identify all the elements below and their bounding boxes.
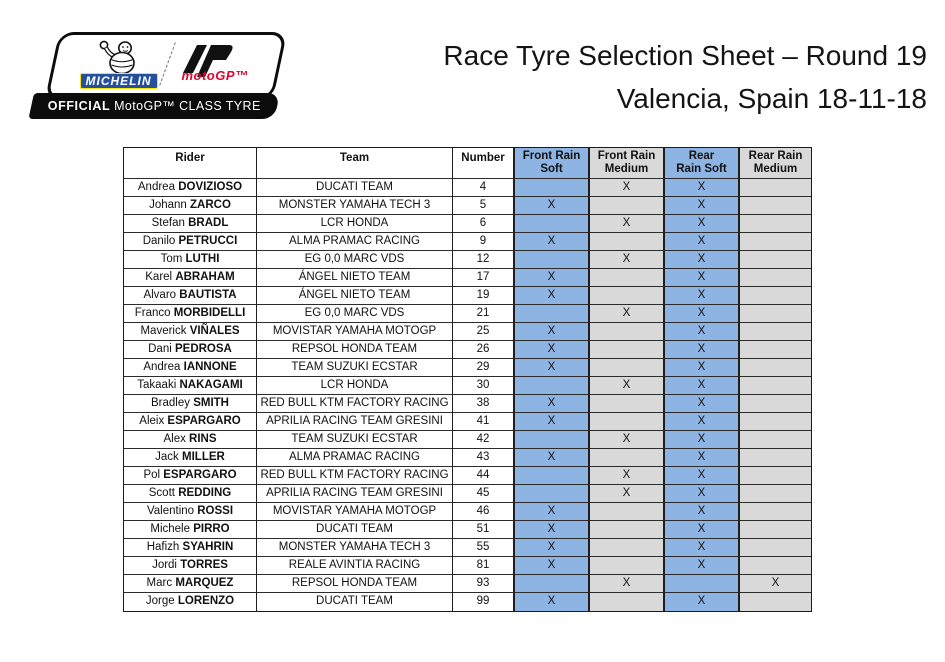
number-cell: 4 [453,179,514,197]
rider-first-name: Michele [150,523,190,535]
front-rain-medium-cell: X [589,305,664,323]
rider-first-name: Pol [143,469,161,481]
number-cell: 93 [453,575,514,593]
number-cell: 43 [453,449,514,467]
front-rain-soft-cell: X [514,503,589,521]
front-rain-soft-cell [514,431,589,449]
rider-cell [124,503,257,521]
rear-rain-soft-cell: X [664,413,739,431]
front-rain-soft-cell [514,377,589,395]
front-rain-medium-cell [589,593,664,611]
table-row [124,179,811,197]
rear-rain-medium-cell: X [739,575,811,593]
team-cell: TEAM SUZUKI ECSTAR [257,359,453,377]
front-rain-soft-cell: X [514,287,589,305]
front-rain-medium-cell: X [589,485,664,503]
rider-last-name: MORBIDELLI [173,307,246,319]
rear-rain-soft-cell: X [664,521,739,539]
rider-first-name: Dani [148,343,172,355]
rear-rain-medium-cell [739,467,811,485]
rider-last-name: REDDING [178,487,232,499]
table-row [124,413,811,431]
team-cell: MOVISTAR YAMAHA MOTOGP [257,323,453,341]
rider-first-name: Johann [149,199,187,211]
rider-last-name: SYAHRIN [182,541,234,553]
rider-last-name: LORENZO [177,595,235,607]
table-row [124,485,811,503]
rider-cell [124,197,257,215]
rear-rain-medium-cell [739,197,811,215]
rider-last-name: PIRRO [193,523,230,535]
team-cell: MONSTER YAMAHA TECH 3 [257,539,453,557]
logo-tagline: OFFICIAL MotoGP™ CLASS TYRE [47,99,261,113]
front-rain-soft-cell [514,215,589,233]
rear-rain-soft-cell: X [664,395,739,413]
logo-tagline-band [28,93,280,119]
team-cell: RED BULL KTM FACTORY RACING [257,395,453,413]
rear-rain-soft-cell: X [664,305,739,323]
front-rain-medium-cell: X [589,575,664,593]
rider-first-name: Maverick [140,325,187,337]
front-rain-medium-cell [589,521,664,539]
team-cell: ALMA PRAMAC RACING [257,449,453,467]
team-cell: EG 0,0 MARC VDS [257,251,453,269]
front-rain-medium-cell [589,539,664,557]
front-rain-soft-cell: X [514,197,589,215]
table-row [124,503,811,521]
front-rain-soft-cell [514,179,589,197]
front-rain-medium-cell: X [589,179,664,197]
number-cell: 45 [453,485,514,503]
number-cell: 44 [453,467,514,485]
team-cell: REPSOL HONDA TEAM [257,341,453,359]
front-rain-soft-cell: X [514,449,589,467]
rider-cell [124,377,257,395]
rear-rain-soft-cell: X [664,197,739,215]
number-cell: 26 [453,341,514,359]
col-header-front-rain-soft: Front Rain Soft [514,148,589,179]
rear-rain-medium-cell [739,359,811,377]
col-header-rear-rain-medium: Rear Rain Medium [739,148,811,179]
team-cell: LCR HONDA [257,377,453,395]
front-rain-medium-cell [589,449,664,467]
front-rain-medium-cell [589,359,664,377]
rider-last-name: LUTHI [185,253,220,265]
rider-cell [124,485,257,503]
rider-cell [124,539,257,557]
rider-last-name: PEDROSA [174,343,232,355]
michelin-man-icon [97,39,141,75]
number-cell: 17 [453,269,514,287]
rider-cell [124,431,257,449]
rear-rain-soft-cell: X [664,449,739,467]
front-rain-soft-cell [514,305,589,323]
number-cell: 81 [453,557,514,575]
michelin-motogp-logo [34,30,288,124]
motogp-wordmark: motoGP™ [181,68,249,83]
rider-cell [124,593,257,611]
front-rain-medium-cell [589,557,664,575]
front-rain-medium-cell [589,197,664,215]
number-cell: 55 [453,539,514,557]
table-row [124,251,811,269]
front-rain-medium-cell: X [589,431,664,449]
front-rain-soft-cell [514,251,589,269]
rear-rain-soft-cell: X [664,377,739,395]
rider-last-name: DOVIZIOSO [178,181,243,193]
rear-rain-medium-cell [739,413,811,431]
number-cell: 38 [453,395,514,413]
rider-first-name: Stefan [151,217,185,229]
front-rain-soft-cell: X [514,593,589,611]
logo-divider [159,42,176,86]
team-cell: REALE AVINTIA RACING [257,557,453,575]
team-cell: RED BULL KTM FACTORY RACING [257,467,453,485]
front-rain-soft-cell: X [514,233,589,251]
number-cell: 25 [453,323,514,341]
team-cell: ÁNGEL NIETO TEAM [257,287,453,305]
team-cell: MOVISTAR YAMAHA MOTOGP [257,503,453,521]
rider-cell [124,359,257,377]
table-row [124,341,811,359]
front-rain-soft-cell: X [514,341,589,359]
number-cell: 42 [453,431,514,449]
front-rain-medium-cell [589,341,664,359]
team-cell: ALMA PRAMAC RACING [257,233,453,251]
rider-first-name: Karel [145,271,173,283]
front-rain-medium-cell: X [589,251,664,269]
team-cell: LCR HONDA [257,215,453,233]
table-row [124,287,811,305]
rear-rain-soft-cell: X [664,431,739,449]
table-row [124,377,811,395]
rider-cell [124,341,257,359]
title-line-2: Valencia, Spain 18-11-18 [616,83,927,114]
rear-rain-medium-cell [739,593,811,611]
front-rain-medium-cell [589,287,664,305]
rider-cell [124,305,257,323]
rider-first-name: Andrea [143,361,181,373]
rider-cell [124,395,257,413]
table-row [124,575,811,593]
rider-last-name: ESPARGARO [167,415,241,427]
table-header-row [124,148,811,179]
number-cell: 9 [453,233,514,251]
front-rain-soft-cell: X [514,359,589,377]
table-row [124,197,811,215]
front-rain-medium-cell: X [589,467,664,485]
col-header-rider: Rider [124,148,257,179]
table-row [124,323,811,341]
rear-rain-medium-cell [739,287,811,305]
team-cell: DUCATI TEAM [257,179,453,197]
col-header-rear-rain-soft: Rear Rain Soft [664,148,739,179]
front-rain-medium-cell [589,323,664,341]
front-rain-soft-cell: X [514,395,589,413]
rider-first-name: Valentino [146,505,195,517]
rider-first-name: Hafizh [146,541,180,553]
rider-cell [124,467,257,485]
rider-cell [124,413,257,431]
number-cell: 6 [453,215,514,233]
rider-first-name: Alex [163,433,186,445]
rider-last-name: ESPARGARO [163,469,237,481]
table-row [124,539,811,557]
table-row [124,305,811,323]
rider-last-name: ROSSI [197,505,234,517]
rider-last-name: PETRUCCI [178,235,238,247]
table-row [124,557,811,575]
number-cell: 5 [453,197,514,215]
rear-rain-soft-cell: X [664,341,739,359]
front-rain-medium-cell [589,395,664,413]
table-row [124,431,811,449]
team-cell: ÁNGEL NIETO TEAM [257,269,453,287]
rider-first-name: Tom [160,253,183,265]
table-row [124,269,811,287]
rear-rain-soft-cell: X [664,323,739,341]
rear-rain-soft-cell: X [664,269,739,287]
rear-rain-soft-cell: X [664,503,739,521]
number-cell: 30 [453,377,514,395]
number-cell: 46 [453,503,514,521]
front-rain-soft-cell: X [514,413,589,431]
rider-last-name: ZARCO [190,199,231,211]
team-cell: DUCATI TEAM [257,521,453,539]
number-cell: 19 [453,287,514,305]
rider-first-name: Scott [148,487,175,499]
front-rain-medium-cell [589,233,664,251]
table-row [124,233,811,251]
rider-first-name: Aleix [139,415,165,427]
rear-rain-soft-cell: X [664,287,739,305]
tyre-selection-table [123,147,812,612]
table-row [124,521,811,539]
rear-rain-soft-cell: X [664,539,739,557]
front-rain-medium-cell: X [589,215,664,233]
rider-cell [124,251,257,269]
col-header-front-rain-medium: Front Rain Medium [589,148,664,179]
front-rain-medium-cell [589,413,664,431]
table-body [124,179,811,611]
rear-rain-medium-cell [739,323,811,341]
rear-rain-medium-cell [739,179,811,197]
table-row [124,395,811,413]
rider-cell [124,179,257,197]
col-header-team: Team [257,148,453,179]
rider-last-name: MILLER [182,451,225,463]
number-cell: 21 [453,305,514,323]
front-rain-medium-cell: X [589,377,664,395]
rear-rain-medium-cell [739,269,811,287]
rear-rain-soft-cell: X [664,233,739,251]
rider-first-name: Alvaro [143,289,177,301]
table-row [124,359,811,377]
table-row [124,593,811,611]
rear-rain-soft-cell: X [664,593,739,611]
team-cell: APRILIA RACING TEAM GRESINI [257,485,453,503]
rear-rain-soft-cell: X [664,467,739,485]
rear-rain-soft-cell [664,575,739,593]
rear-rain-medium-cell [739,557,811,575]
title-line-1: Race Tyre Selection Sheet – Round 19 [443,40,927,71]
number-cell: 29 [453,359,514,377]
rider-last-name: BRADL [188,217,229,229]
front-rain-soft-cell: X [514,323,589,341]
front-rain-soft-cell [514,485,589,503]
front-rain-soft-cell [514,575,589,593]
number-cell: 41 [453,413,514,431]
team-cell: REPSOL HONDA TEAM [257,575,453,593]
rider-first-name: Takaaki [137,379,177,391]
front-rain-soft-cell: X [514,557,589,575]
rear-rain-medium-cell [739,377,811,395]
rider-first-name: Marc [146,577,173,589]
number-cell: 12 [453,251,514,269]
rear-rain-medium-cell [739,521,811,539]
team-cell: TEAM SUZUKI ECSTAR [257,431,453,449]
front-rain-soft-cell [514,467,589,485]
rider-first-name: Danilo [142,235,176,247]
rear-rain-soft-cell: X [664,485,739,503]
front-rain-soft-cell: X [514,521,589,539]
rider-first-name: Jordi [152,559,177,571]
front-rain-soft-cell: X [514,539,589,557]
rider-last-name: MARQUEZ [175,577,234,589]
rider-first-name: Jorge [145,595,175,607]
front-rain-medium-cell [589,503,664,521]
rear-rain-medium-cell [739,431,811,449]
rear-rain-soft-cell: X [664,251,739,269]
table-row [124,467,811,485]
rider-last-name: BAUTISTA [179,289,237,301]
number-cell: 51 [453,521,514,539]
rider-first-name: Andrea [137,181,175,193]
rear-rain-medium-cell [739,233,811,251]
team-cell: APRILIA RACING TEAM GRESINI [257,413,453,431]
rider-cell [124,449,257,467]
team-cell: DUCATI TEAM [257,593,453,611]
rear-rain-medium-cell [739,539,811,557]
rear-rain-soft-cell: X [664,359,739,377]
rider-cell [124,575,257,593]
rear-rain-soft-cell: X [664,557,739,575]
michelin-wordmark: MICHELIN [80,73,158,89]
rider-last-name: RINS [189,433,217,445]
rear-rain-medium-cell [739,503,811,521]
rider-last-name: IANNONE [183,361,237,373]
sheet-title [443,34,927,120]
rear-rain-medium-cell [739,395,811,413]
rear-rain-medium-cell [739,485,811,503]
rear-rain-soft-cell: X [664,179,739,197]
rider-cell [124,521,257,539]
team-cell: MONSTER YAMAHA TECH 3 [257,197,453,215]
rider-last-name: ABRAHAM [175,271,235,283]
rider-cell [124,323,257,341]
rider-last-name: VIÑALES [189,325,240,337]
front-rain-medium-cell [589,269,664,287]
rear-rain-soft-cell: X [664,215,739,233]
rear-rain-medium-cell [739,305,811,323]
rider-cell [124,287,257,305]
rider-last-name: SMITH [193,397,229,409]
front-rain-soft-cell: X [514,269,589,287]
rider-cell [124,557,257,575]
rider-last-name: NAKAGAMI [179,379,243,391]
col-header-number: Number [453,148,514,179]
table-row [124,449,811,467]
rider-cell [124,233,257,251]
team-cell: EG 0,0 MARC VDS [257,305,453,323]
rider-first-name: Jack [155,451,179,463]
number-cell: 99 [453,593,514,611]
rider-last-name: TORRES [180,559,228,571]
table-row [124,215,811,233]
rear-rain-medium-cell [739,251,811,269]
rider-cell [124,215,257,233]
rear-rain-medium-cell [739,449,811,467]
rear-rain-medium-cell [739,341,811,359]
rider-first-name: Bradley [151,397,190,409]
rear-rain-medium-cell [739,215,811,233]
rider-cell [124,269,257,287]
rider-first-name: Franco [134,307,171,319]
